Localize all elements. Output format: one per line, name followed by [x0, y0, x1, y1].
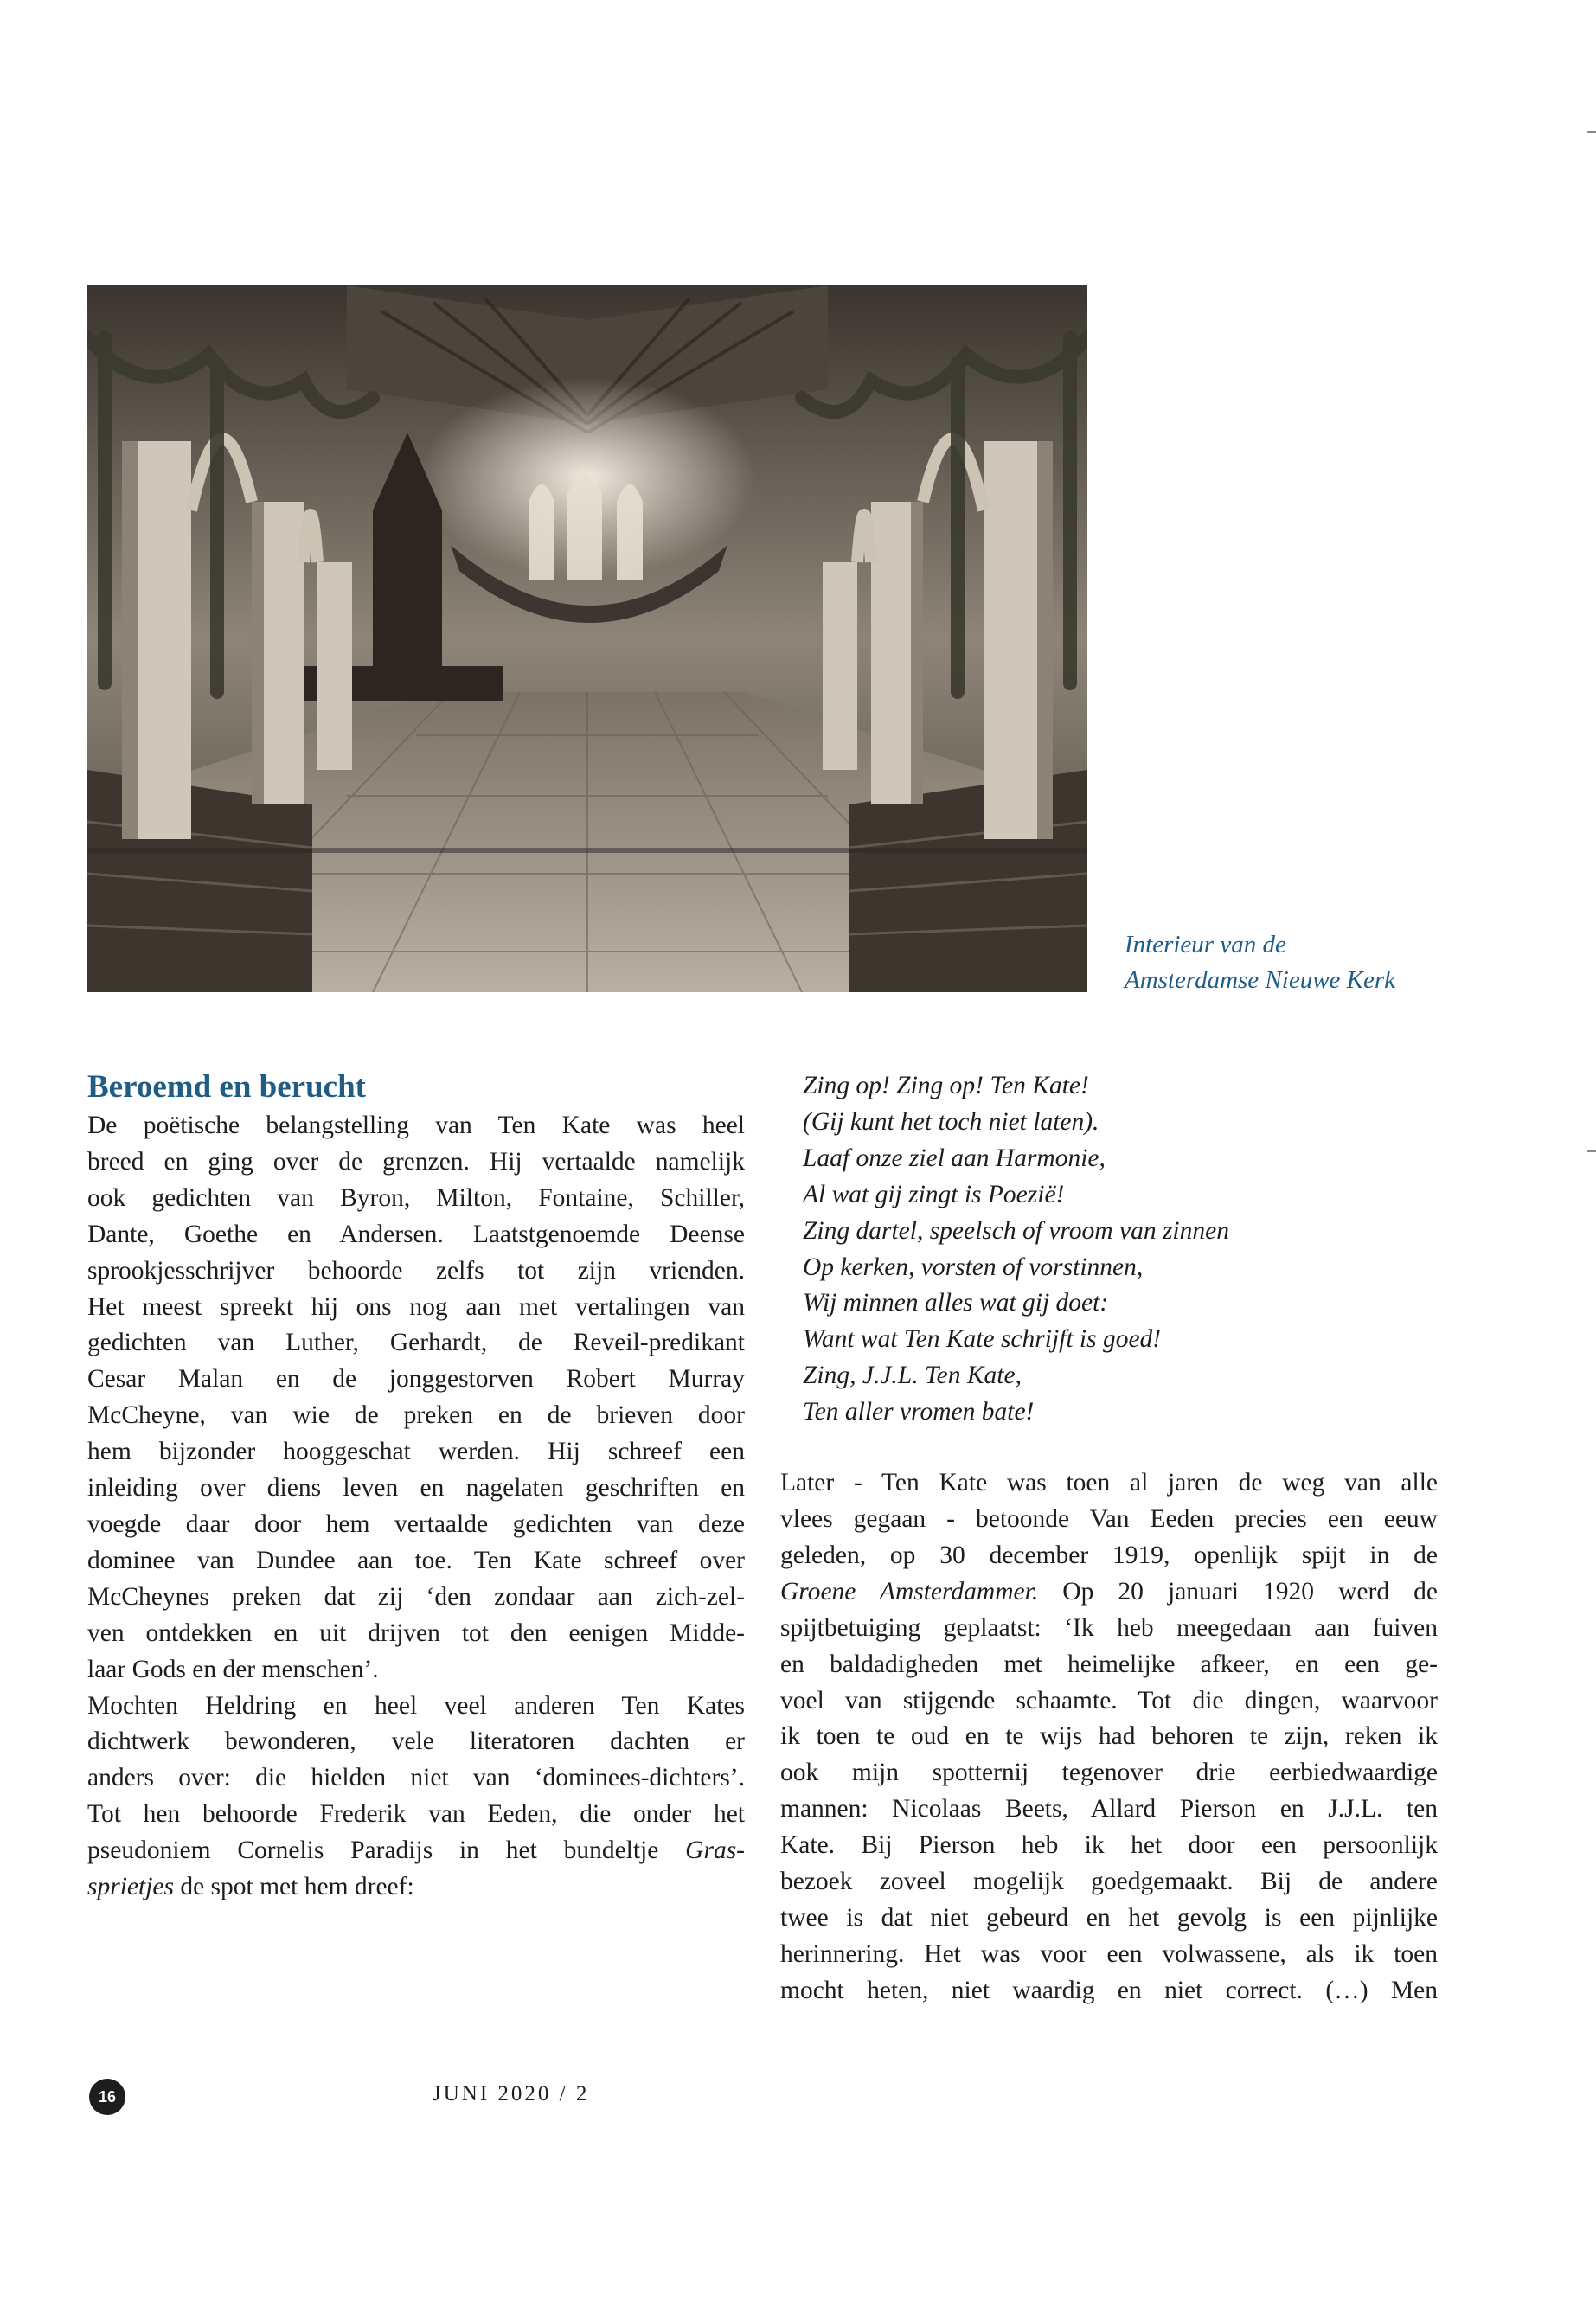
- body-line: Dante, Goethe en Andersen. Laatstgenoemde Deense: [87, 1220, 745, 1248]
- church-interior-illustration: [87, 285, 1087, 992]
- body-line: [780, 1574, 1438, 1611]
- body-line: Zing dartel, speelsch of vroom van zinnen: [803, 1216, 1229, 1245]
- body-line: bezoek zoveel mogelijk goedgemaakt. Bij de andere: [780, 1868, 1438, 1896]
- caption-line: Interieur van de: [1125, 931, 1286, 958]
- body-line: ven ontdekken en uit drijven tot den eenigen Midde-: [87, 1618, 745, 1647]
- body-line: hem bijzonder hooggeschat werden. Hij schreef een: [87, 1438, 745, 1466]
- body-line: Wij minnen alles wat gij doet:: [803, 1289, 1109, 1317]
- body-line: Laaf onze ziel aan Harmonie,: [803, 1144, 1106, 1172]
- body-line: geleden, op 30 december 1919, openlijk spijt in de: [780, 1541, 1438, 1569]
- body-line: [87, 1869, 745, 1906]
- photo-caption: [1125, 927, 1488, 998]
- body-line: Zing, J.J.L. Ten Kate,: [803, 1362, 1022, 1390]
- body-line: Zing op! Zing op! Ten Kate!: [803, 1072, 1089, 1099]
- body-line: Het meest spreekt hij ons nog aan met vertalingen van: [87, 1292, 745, 1321]
- body-line: Op kerken, vorsten of vorstinnen,: [803, 1253, 1144, 1281]
- body-line: Later - Ten Kate was toen al jaren de weg van alle: [780, 1469, 1438, 1497]
- italic-word: sprietjes: [87, 1873, 174, 1901]
- body-line: dichtwerk bewonderen, vele literatoren dachten er: [87, 1727, 745, 1756]
- body-line: en baldadigheden met heimelijke afkeer, en een ge-: [780, 1650, 1438, 1678]
- body-line: ik toen te oud en te wijs had behoren te zijn, reken ik: [780, 1722, 1438, 1751]
- body-line: anders over: die hielden niet van ‘dominees-dichters’.: [87, 1764, 745, 1792]
- body-text: [780, 1611, 1438, 2009]
- spacer: [780, 1431, 1438, 1465]
- body-line-text: Op 20 januari 1920 werd de: [1038, 1577, 1438, 1606]
- body-line: sprookjesschrijver behoorde zelfs tot zijn vrienden.: [87, 1256, 745, 1285]
- body-line: laar Gods en der menschen’.: [87, 1655, 379, 1683]
- body-line: vlees gegaan - betoonde Van Eeden precies een eeuw: [780, 1504, 1438, 1533]
- body-line: inleiding over diens leven en nagelaten geschriften en: [87, 1474, 745, 1503]
- body-line: Al wat gij zingt is Poezië!: [803, 1180, 1065, 1208]
- body-line: dominee van Dundee aan toe. Ten Kate schreef over: [87, 1546, 745, 1574]
- section-heading: Beroemd en berucht: [87, 1069, 366, 1105]
- church-interior-photo: [87, 285, 1087, 992]
- body-line: ook gedichten van Byron, Milton, Fontaine, Schiller,: [87, 1183, 745, 1212]
- body-line: breed en ging over de grenzen. Hij vertaalde namelijk: [87, 1147, 745, 1176]
- page-number-badge: 16: [89, 2079, 125, 2115]
- body-line: (Gij kunt het toch niet laten).: [803, 1107, 1099, 1136]
- body-line: De poëtische belangstelling van Ten Kate was heel: [87, 1112, 745, 1139]
- body-line: McCheyne, van wie de preken en de brieven door: [87, 1401, 745, 1430]
- article-column-right: [780, 1068, 1438, 2009]
- body-line: gedichten van Luther, Gerhardt, de Reveil-predikant: [87, 1329, 745, 1357]
- italic-word: Gras-: [685, 1836, 746, 1865]
- body-line: voel van stijgende schaamte. Tot die dingen, waarvoor: [780, 1686, 1438, 1715]
- body-line: ook mijn spotternij tegenover drie eerbiedwaardige: [780, 1759, 1438, 1787]
- body-line: spijtbetuiging geplaatst: ‘Ik heb meegedaan aan fuiven: [780, 1613, 1438, 1642]
- caption-line: Amsterdamse Nieuwe Kerk: [1125, 966, 1396, 994]
- margin-mark: [1587, 1150, 1596, 1152]
- body-line: twee is dat niet gebeurd en het gevolg is een pijnlijke: [780, 1903, 1438, 1932]
- italic-title: Groene Amsterdammer.: [780, 1577, 1039, 1606]
- poem: [780, 1068, 1438, 1431]
- body-line: voegde daar door hem vertaalde gedichten van deze: [87, 1509, 745, 1538]
- body-text: [780, 1465, 1438, 1574]
- body-line: Kate. Bij Pierson heb ik het door een persoonlijk: [780, 1831, 1438, 1860]
- body-line: herinnering. Het was voor een volwassene, als ik toen: [780, 1939, 1438, 1968]
- body-line: mannen: Nicolaas Beets, Allard Pierson en J.J.L. ten: [780, 1795, 1438, 1823]
- body-line: mocht heten, niet waardig en niet correct. (…) Men: [780, 1976, 1438, 2004]
- margin-mark: [1587, 131, 1596, 133]
- body-text: [87, 1108, 745, 1833]
- body-line: Tot hen behoorde Frederik van Eeden, die onder het: [87, 1800, 745, 1829]
- body-line: Want wat Ten Kate schrijft is goed!: [803, 1325, 1162, 1354]
- article-column-left: [87, 1068, 745, 1906]
- body-line: Mochten Heldring en heel veel anderen Ten Kates: [87, 1691, 745, 1720]
- body-line: [87, 1833, 745, 1869]
- issue-label: JUNI 2020 / 2: [433, 2082, 590, 2106]
- body-line: Cesar Malan en de jonggestorven Robert Murray: [87, 1365, 745, 1394]
- body-line: McCheynes preken dat zij ‘den zondaar aan zich-zel-: [87, 1582, 745, 1611]
- body-line-text: de spot met hem dreef:: [173, 1873, 414, 1901]
- body-line: Ten aller vromen bate!: [803, 1398, 1035, 1426]
- body-line-text: pseudoniem Cornelis Paradijs in het bundeltje: [87, 1836, 659, 1865]
